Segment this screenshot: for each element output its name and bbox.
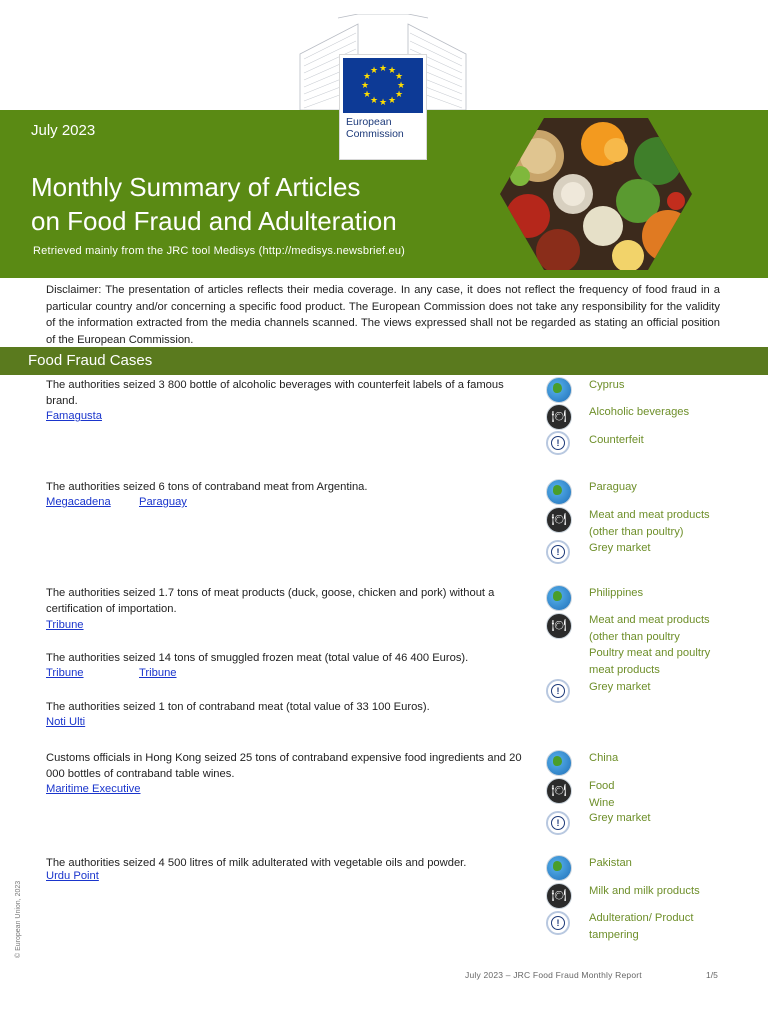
category-tag: Poultry meat and poultry meat products: [589, 647, 711, 676]
svg-text:★: ★: [396, 81, 406, 91]
food-category-icon: 🍽: [546, 507, 572, 533]
svg-text:★: ★: [387, 66, 397, 76]
food-category-icon: 🍽: [546, 613, 572, 639]
svg-text:★: ★: [369, 66, 379, 76]
source-link[interactable]: Urdu Point: [46, 870, 99, 882]
source-link[interactable]: Tribune: [46, 619, 84, 631]
svg-text:★: ★: [360, 81, 370, 91]
category-tag: Meat and meat products (other than poultry: [589, 614, 710, 643]
country-tag: China: [589, 752, 619, 764]
entry-text: The authorities seized 3 800 bottle of alcoholic beverages with counterfeit labels of a famous brand.: [46, 379, 504, 407]
entry-text: The authorities seized 1.7 tons of meat products (duck, goose, chicken and pork) without a certification of importation.: [46, 587, 495, 615]
globe-icon: [546, 479, 572, 505]
svg-text:★: ★: [362, 72, 372, 82]
country-tag: Pakistan: [589, 857, 632, 869]
source-link[interactable]: Tribune: [139, 667, 177, 679]
svg-text:★: ★: [378, 64, 388, 74]
fraud-type-tag: Counterfeit: [589, 434, 644, 446]
category-tag: Meat and meat products (other than poultry): [589, 509, 710, 538]
source-link[interactable]: Famagusta: [46, 410, 102, 422]
svg-text:★: ★: [362, 90, 372, 100]
svg-text:★: ★: [378, 98, 388, 108]
entry-text: The authorities seized 6 tons of contraband meat from Argentina.: [46, 481, 368, 493]
category-tag: Food: [589, 780, 615, 792]
source-link[interactable]: Paraguay: [139, 496, 187, 508]
country-tag: Philippines: [589, 587, 644, 599]
side-copyright: © European Union, 2023: [15, 880, 22, 958]
fraud-type-tag: Grey market: [589, 542, 651, 554]
food-category-icon: 🍽: [546, 404, 572, 430]
country-tag: Paraguay: [589, 481, 637, 493]
fraud-type-icon: !: [546, 911, 570, 935]
fraud-type-icon: !: [546, 811, 570, 835]
country-tag: Cyprus: [589, 379, 625, 391]
source-link[interactable]: Megacadena: [46, 496, 111, 508]
report-title: Monthly Summary of Articles on Food Fraud and Adulteration: [31, 172, 397, 236]
section-title: Food Fraud Cases: [28, 352, 153, 369]
entry-text: The authorities seized 1 ton of contraband meat (total value of 33 100 Euros).: [46, 701, 430, 713]
fraud-type-icon: !: [546, 540, 570, 564]
org-name: European Commission: [346, 116, 404, 140]
fraud-type-tag: Grey market: [589, 681, 651, 693]
svg-text:★: ★: [394, 72, 404, 82]
globe-icon: [546, 377, 572, 403]
entry-text: The authorities seized 14 tons of smuggled frozen meat (total value of 46 400 Euros).: [46, 652, 469, 664]
source-link[interactable]: Maritime Executive: [46, 783, 141, 795]
globe-icon: [546, 750, 572, 776]
svg-text:★: ★: [387, 96, 397, 106]
food-category-icon: 🍽: [546, 778, 572, 804]
fraud-type-tag: Adulteration/ Product tampering: [589, 912, 694, 941]
category-tag: Wine: [589, 797, 615, 809]
page-number: 1/5: [706, 970, 718, 980]
fraud-type-icon: !: [546, 679, 570, 703]
eu-logo-box: [339, 54, 427, 160]
svg-text:★: ★: [369, 96, 379, 106]
globe-icon: [546, 855, 572, 881]
entry-text: Customs officials in Hong Kong seized 25 tons of contraband expensive food ingredients and 20 000 bottles of contraband table wines.: [46, 752, 522, 780]
food-hexagon-image: [498, 116, 694, 272]
source-link[interactable]: Tribune: [46, 667, 84, 679]
report-date: July 2023: [31, 122, 96, 139]
source-link[interactable]: Noti Ulti: [46, 716, 86, 728]
disclaimer-text: Disclaimer: The presentation of articles reflects their media coverage. In any case, it does not reflect the frequency of food fraud in a particular country and/or concerning a specific food product. The European Commission does not take any responsibility for the validity of the information extracted from the media channels scanned. The views expressed shall not be regarded as stating an official position of the European Commission.: [46, 284, 720, 346]
entry-text: The authorities seized 4 500 litres of milk adulterated with vegetable oils and powder.: [46, 857, 467, 869]
fraud-type-tag: Grey market: [589, 812, 651, 824]
food-category-icon: 🍽: [546, 883, 572, 909]
report-subtitle: Retrieved mainly from the JRC tool Medisys (http://medisys.newsbrief.eu): [33, 245, 406, 257]
eu-flag-icon: [343, 58, 423, 113]
globe-icon: [546, 585, 572, 611]
fraud-type-icon: !: [546, 431, 570, 455]
category-tag: Alcoholic beverages: [589, 406, 690, 418]
category-tag: Milk and milk products: [589, 885, 700, 897]
footer-text: July 2023 – JRC Food Fraud Monthly Report: [465, 970, 642, 980]
commission-logo: [298, 14, 468, 140]
svg-text:★: ★: [394, 90, 404, 100]
